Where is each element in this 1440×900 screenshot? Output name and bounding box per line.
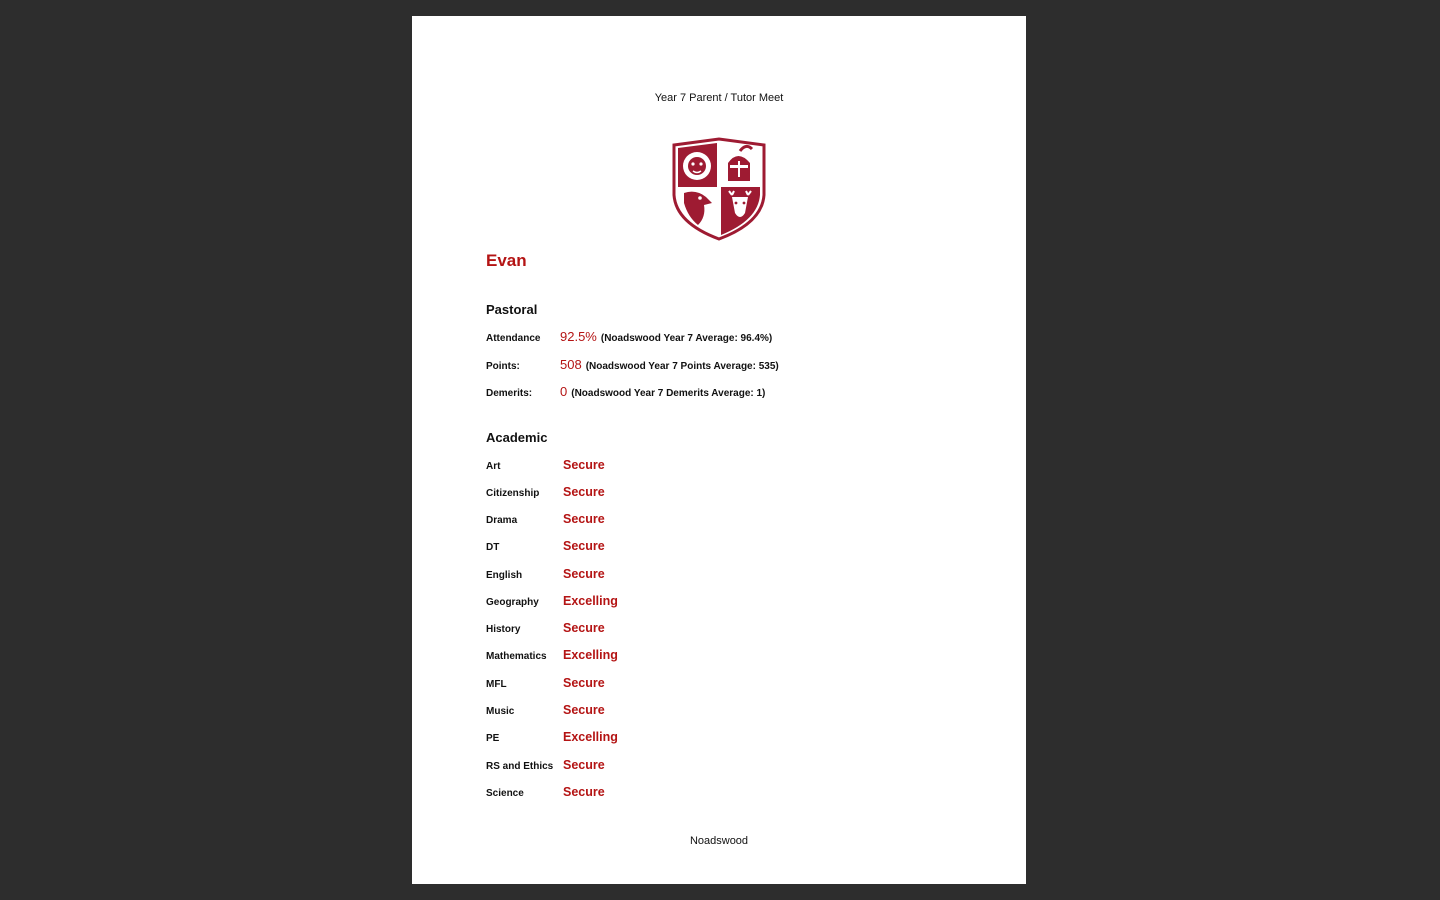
subject-name: History	[486, 624, 521, 635]
points-row	[486, 357, 779, 375]
subject-name: Drama	[486, 515, 518, 526]
attendance-row	[486, 329, 772, 347]
subject-name: Citizenship	[486, 488, 540, 499]
subject-name: Art	[486, 461, 501, 472]
subject-name: DT	[486, 542, 500, 553]
academic-heading: Academic	[486, 430, 548, 445]
subject-name: Science	[486, 788, 524, 799]
points-note: (Noadswood Year 7 Points Average: 535)	[585, 361, 779, 372]
subject-name: PE	[486, 733, 500, 744]
subject-name: RS and Ethics	[486, 761, 554, 772]
subject-status: Secure	[563, 458, 605, 472]
school-crest-logo	[666, 137, 772, 241]
subject-row	[486, 512, 605, 530]
subject-status: Excelling	[563, 648, 618, 662]
subject-name: MFL	[486, 679, 507, 690]
page-header-title: Year 7 Parent / Tutor Meet	[654, 92, 784, 104]
subject-status: Excelling	[563, 730, 618, 744]
subject-row	[486, 730, 618, 748]
subject-name: English	[486, 570, 523, 581]
points-label: Points:	[486, 361, 520, 372]
subject-status: Secure	[563, 485, 605, 499]
demerits-label: Demerits:	[486, 388, 533, 399]
subject-row	[486, 485, 605, 503]
pastoral-heading: Pastoral	[486, 302, 538, 317]
lion-icon	[683, 152, 711, 180]
subject-status: Secure	[563, 512, 605, 526]
attendance-value: 92.5%	[560, 329, 597, 344]
subject-row	[486, 539, 605, 557]
subject-row	[486, 676, 605, 694]
attendance-note: (Noadswood Year 7 Average: 96.4%)	[600, 333, 773, 344]
subject-row	[486, 785, 605, 803]
subject-status: Secure	[563, 567, 605, 581]
subject-status: Secure	[563, 539, 605, 553]
demerits-value: 0	[560, 384, 568, 399]
demerits-note: (Noadswood Year 7 Demerits Average: 1)	[571, 388, 766, 399]
subject-status: Excelling	[563, 594, 618, 608]
subject-status: Secure	[563, 703, 605, 717]
document-page	[412, 16, 1026, 884]
subject-name: Geography	[486, 597, 539, 608]
subject-row	[486, 594, 618, 612]
demerits-row	[486, 384, 765, 402]
subject-status: Secure	[563, 785, 605, 799]
subject-row	[486, 703, 605, 721]
subject-row	[486, 648, 618, 666]
subject-row	[486, 758, 605, 776]
attendance-label: Attendance	[486, 333, 541, 344]
subject-row	[486, 458, 605, 476]
page-footer: Noadswood	[689, 835, 749, 847]
subject-status: Secure	[563, 676, 605, 690]
subject-row	[486, 567, 605, 585]
subject-row	[486, 621, 605, 639]
student-name: Evan	[486, 251, 527, 270]
subject-status: Secure	[563, 621, 605, 635]
subject-status: Secure	[563, 758, 605, 772]
points-value: 508	[560, 357, 582, 372]
subject-name: Music	[486, 706, 515, 717]
subject-name: Mathematics	[486, 651, 547, 662]
